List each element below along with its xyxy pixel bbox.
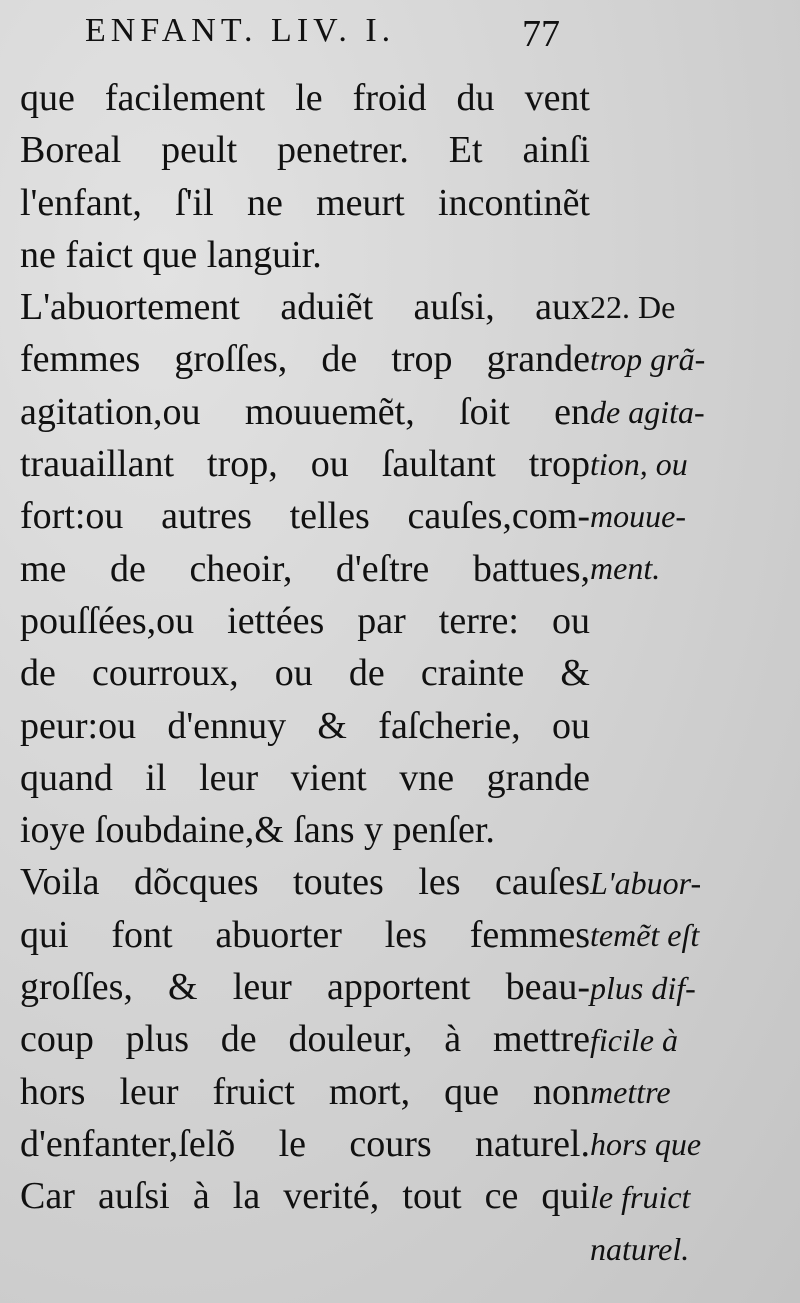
body-line: femmes groſſes, de trop grande xyxy=(20,338,590,381)
margin-note-line: temẽt eſt xyxy=(590,917,700,954)
body-line: ne faict que languir. xyxy=(20,233,322,276)
page-number: 77 xyxy=(522,13,560,55)
body-line: l'enfant, ſ'il ne meurt incontinẽt xyxy=(20,181,590,224)
margin-note-line: le fruict xyxy=(590,1178,691,1215)
body-line: de courroux, ou de crainte & xyxy=(20,652,590,695)
margin-note-line: mettre xyxy=(590,1074,671,1111)
margin-note-line: plus dif- xyxy=(590,969,696,1006)
margin-note-line: ment. xyxy=(590,550,661,587)
body-line: ioye ſoubdaine,& ſans y penſer. xyxy=(20,809,495,852)
running-header: ENFANT. LIV. I. xyxy=(85,12,396,49)
body-line: peur:ou d'ennuy & faſcherie, ou xyxy=(20,704,590,747)
body-line: agitation,ou mouuemẽt, ſoit en xyxy=(20,390,590,433)
margin-note-line: tion, ou xyxy=(590,445,688,482)
body-line: que facilement le froid du vent xyxy=(20,77,590,119)
body-line: coup plus de douleur, à mettre xyxy=(20,1018,590,1061)
body-line: hors leur fruict mort, que non xyxy=(20,1070,590,1113)
body-line: quand il leur vient vne grande xyxy=(20,756,590,799)
margin-note-line: 22. De xyxy=(590,289,676,325)
margin-note-line: de agita- xyxy=(590,393,705,430)
margin-note-line: naturel. xyxy=(590,1231,690,1268)
body-line: Boreal peult penetrer. Et ainſi xyxy=(20,129,590,172)
body-text xyxy=(20,72,590,1223)
margin-note-line: hors que xyxy=(590,1126,702,1163)
body-line: d'enfanter,ſelõ le cours naturel. xyxy=(20,1122,590,1165)
body-line: groſſes, & leur apportent beau- xyxy=(20,966,590,1009)
body-line: fort:ou autres telles cauſes,com- xyxy=(20,495,590,538)
body-line: me de cheoir, d'eſtre battues, xyxy=(20,547,590,590)
margin-note-line: trop grã- xyxy=(590,341,706,378)
body-line: qui font abuorter les femmes xyxy=(20,913,590,956)
margin-note-line: L'abuor- xyxy=(590,865,702,901)
body-line: Voila dõcques toutes les cauſes xyxy=(20,861,590,904)
body-line: pouſſées,ou iettées par terre: ou xyxy=(20,599,590,642)
margin-note-line: ficile à xyxy=(590,1021,678,1058)
margin-note-abortion-difficulty xyxy=(590,857,795,1275)
body-line: L'abuortement aduiẽt auſsi, aux xyxy=(20,286,590,329)
margin-note-abortion-cause xyxy=(590,281,795,595)
body-line: trauaillant trop, ou ſaultant trop xyxy=(20,443,590,486)
margin-note-line: mouue- xyxy=(590,498,686,535)
body-line: Car auſsi à la verité, tout ce qui xyxy=(20,1175,590,1218)
